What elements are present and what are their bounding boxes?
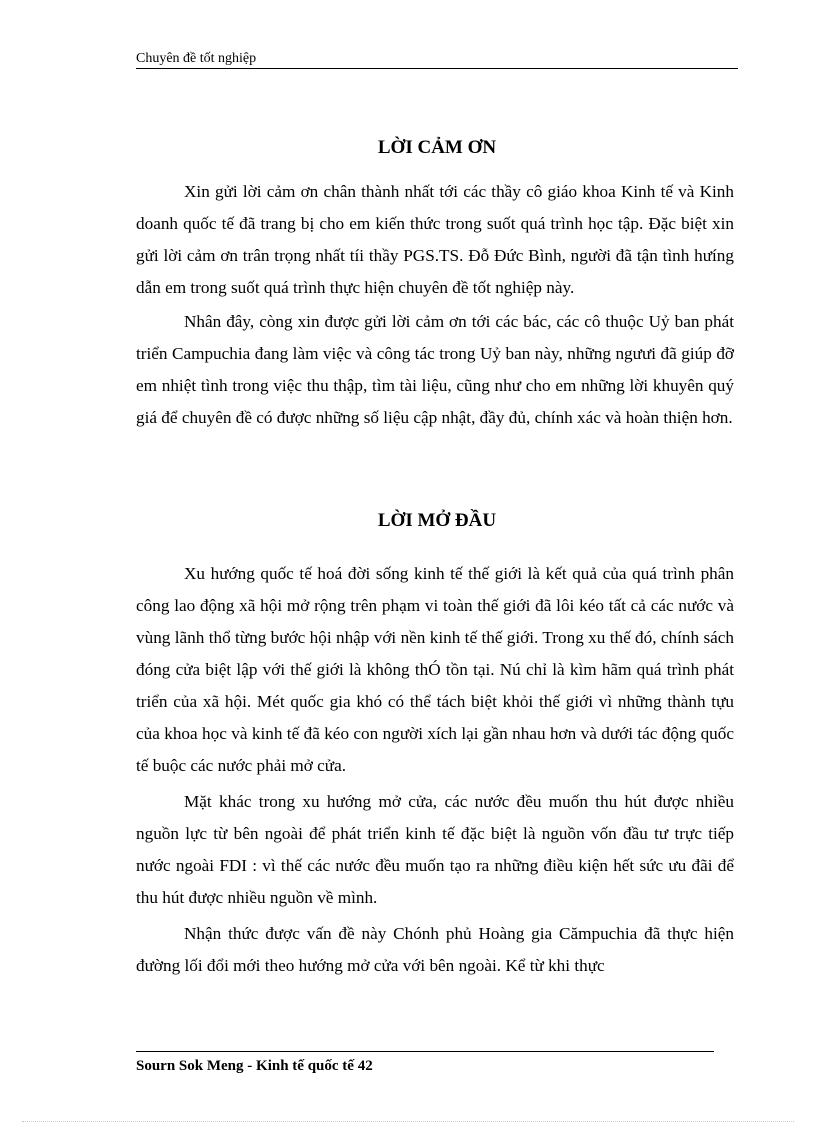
page-header: Chuyên đề tốt nghiệp [136,50,738,69]
paragraph: Nhân đây, còng xin được gửi lời cảm ơn tới các bác, các cô thuộc Uỷ ban phát triển Campuchia đang làm việc và công tác trong Uỷ ban này, những ngưưi đã giúp đỡ em nhiệt tình trong việc thu thập, tìm tài liệu, cũng như cho em những lời khuyên quý giá để chuyên đề có được những số liệu cập nhật, đầy đủ, chính xác và hoàn thiện hơn. [136,312,734,427]
section-intro [136,558,734,982]
paragraph: Xu hướng quốc tế hoá đời sống kinh tế thế giới là kết quả của quá trình phân công lao động xã hội mở rộng trên phạm vi toàn thế giới đã lôi kéo tất cả các nước và vùng lãnh thổ từng bước hội nhập với nền kinh tế thế giới. Trong xu thế đó, chính sách đóng cửa biệt lập với thế giới là không thÓ tồn tại. Nú chỉ là kìm hãm quá trình phát triển của xã hội. Mét quốc gia khó có thể tách biệt khỏi thế giới vì những thành tựu của khoa học và kinh tế đã kéo con người xích lại gần nhau hơn và dưới tác động quốc tế buộc các nước phải mở cửa. [136,564,734,775]
section-thanks [136,176,734,434]
page-footer: Sourn Sok Meng - Kinh tế quốc tế 42 [136,1051,714,1076]
section-title-thanks: LỜI CẢM ƠN [377,137,497,158]
page-bottom-edge [22,1121,794,1122]
section-title-intro: LỜI MỞ ĐẦU [377,510,497,531]
paragraph: Xin gửi lời cảm ơn chân thành nhất tới các thầy cô giáo khoa Kinh tế và Kinh doanh quốc tế đã trang bị cho em kiến thức trong suốt quá trình học tập. Đặc biệt xin gửi lời cảm ơn trân trọng nhất tíi thầy PGS.TS. Đỗ Đức Bình, người đã tận tình hưíng dẫn em trong suốt quá trình thực hiện chuyên đề tốt nghiệp này. [136,182,734,297]
paragraph: Mặt khác trong xu hướng mở cửa, các nước đều muốn thu hút được nhiều nguồn lực từ bên ngoài để phát triển kinh tế đặc biệt là nguồn vốn đầu tư trực tiếp nước ngoài FDI : vì thế các nước đều muốn tạo ra những điều kiện hết sức ưu đãi để thu hút được nhiều nguồn về mình. [136,792,734,907]
paragraph: Nhận thức được vấn đề này Chónh phủ Hoàng gia Cămpuchia đã thực hiện đường lối đổi mới theo hướng mở cửa với bên ngoài. Kể từ khi thực [136,924,734,975]
